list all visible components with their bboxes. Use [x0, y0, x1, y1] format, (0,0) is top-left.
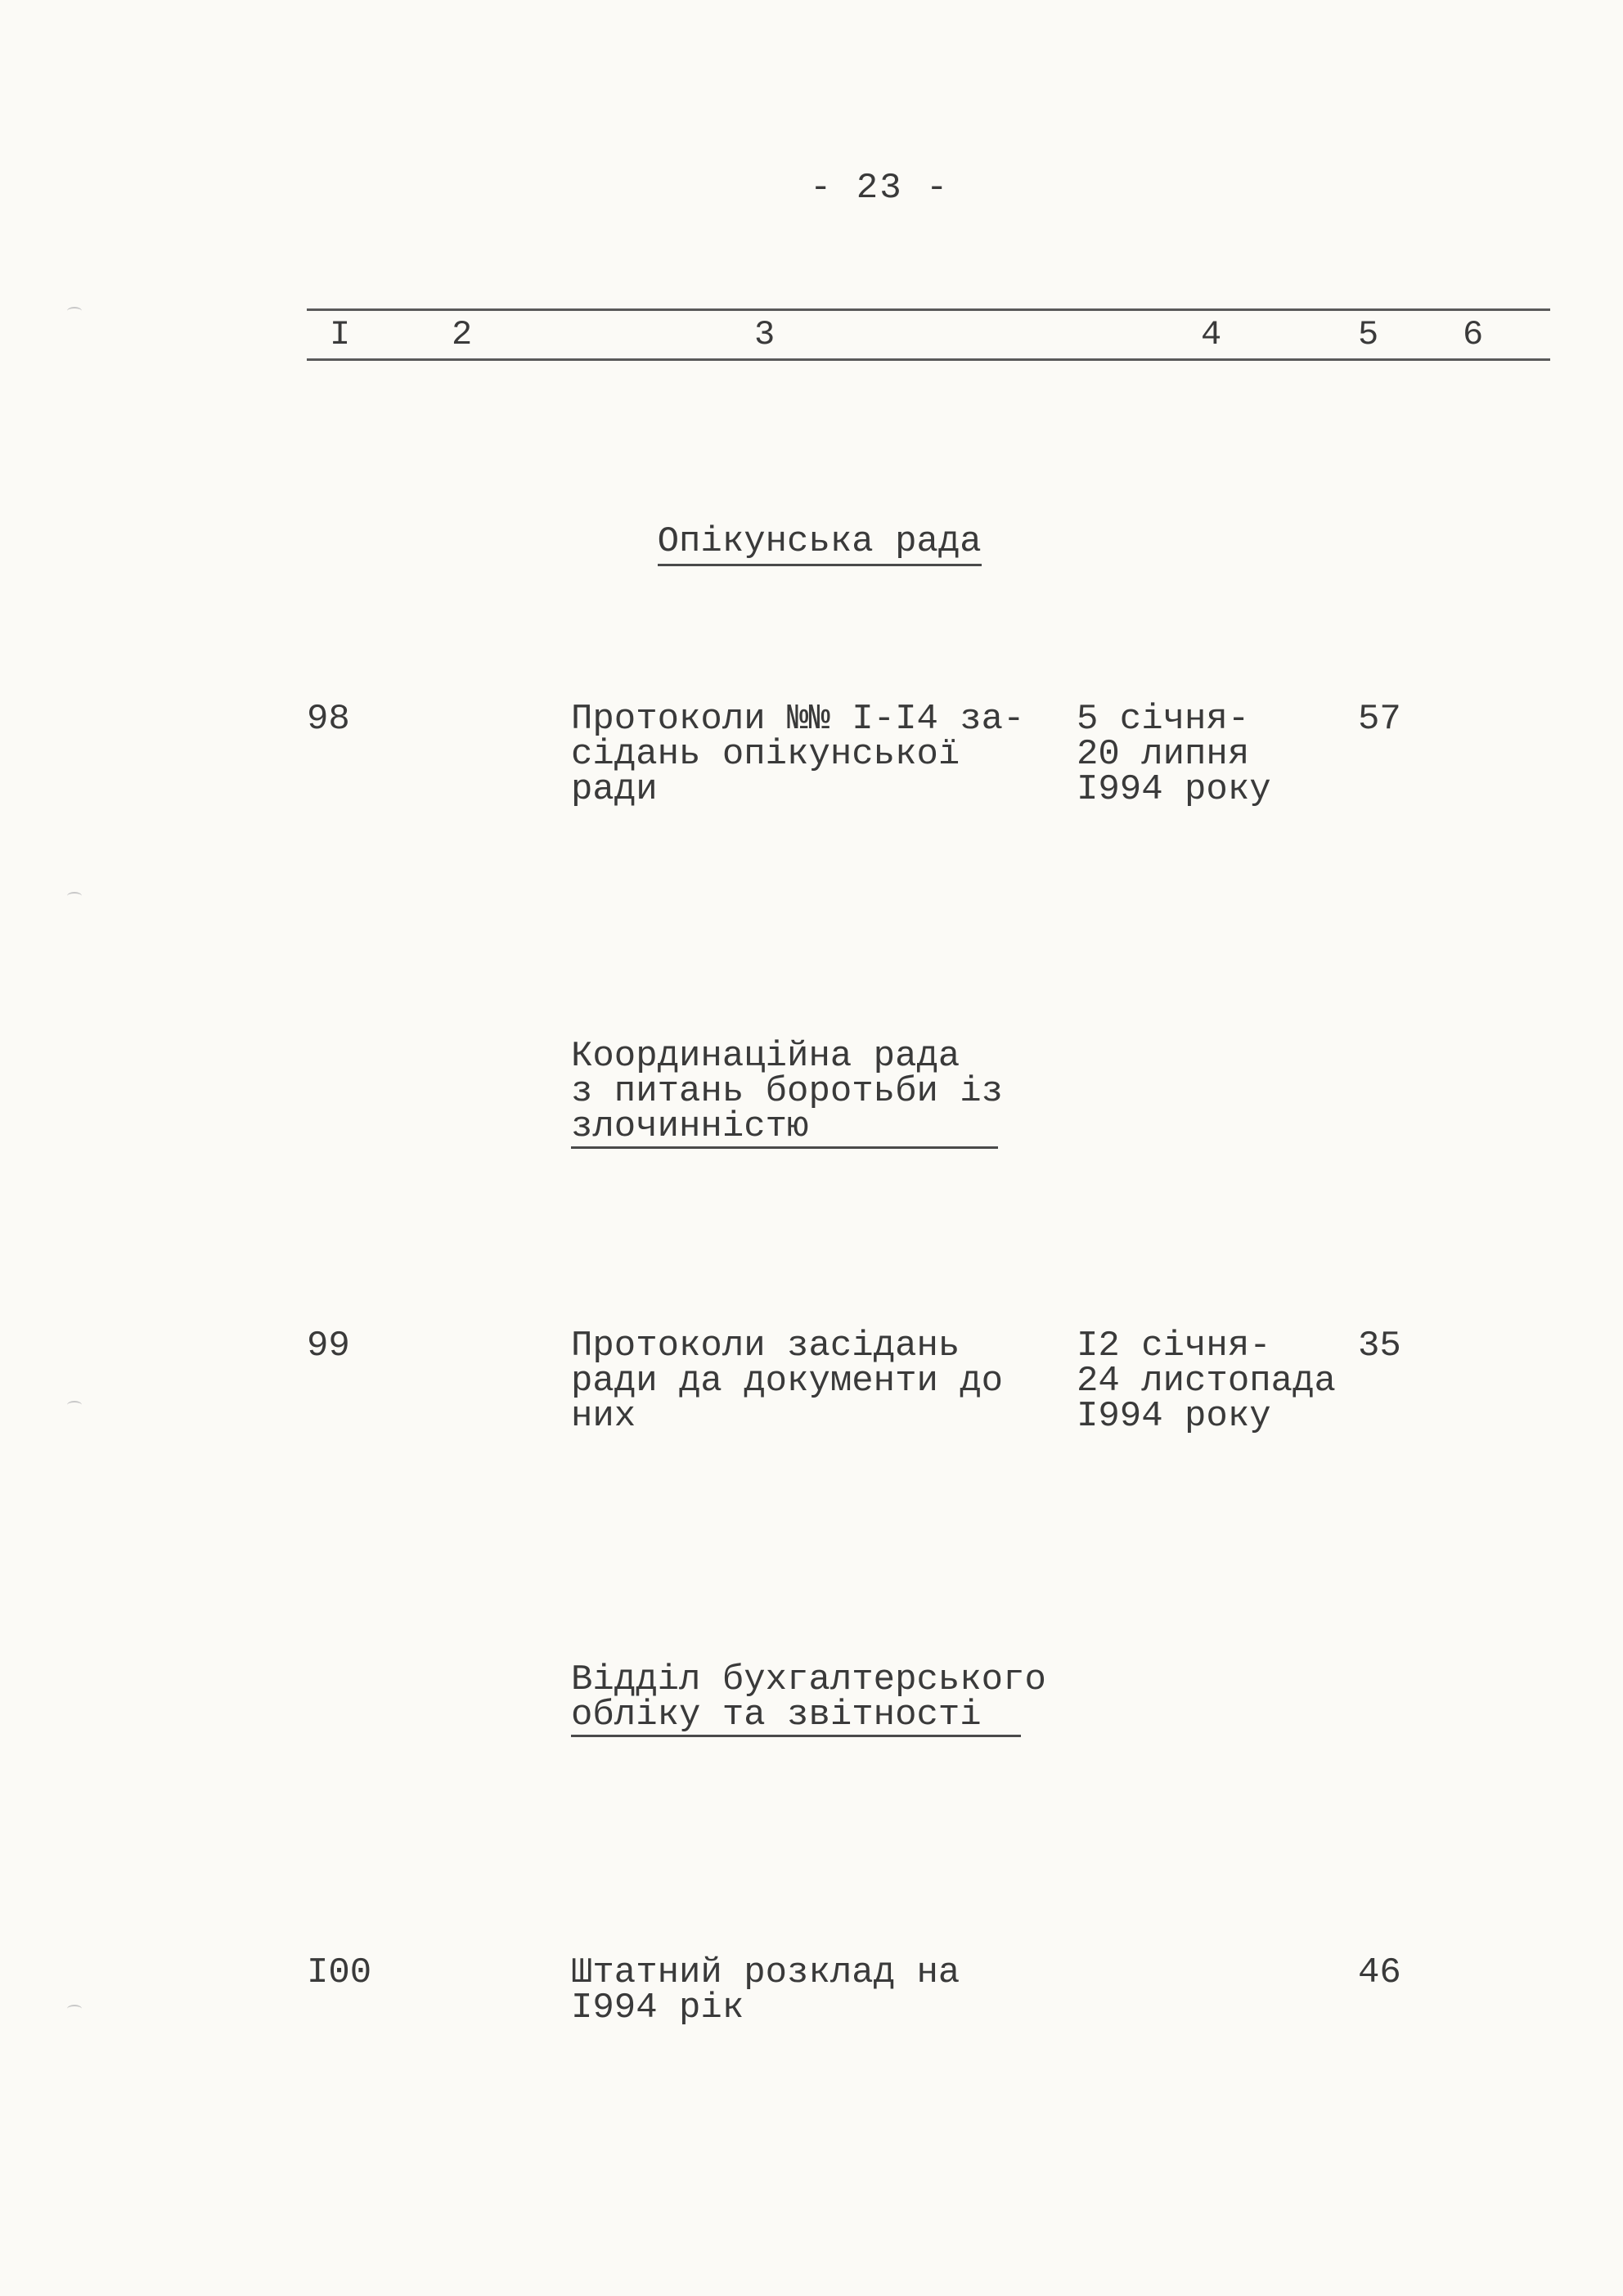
item-date-line: 5 січня- — [1077, 699, 1250, 740]
column-header-2: 2 — [452, 315, 473, 354]
item-date-line: I994 року — [1077, 769, 1271, 810]
item-title-line: I994 рік — [571, 1988, 744, 2028]
section-heading-underline — [571, 1735, 1021, 1737]
item-title-line: Штатний розклад на — [571, 1952, 960, 1993]
punch-hole-mark — [67, 1401, 82, 1409]
item-date-line: I994 року — [1077, 1396, 1271, 1437]
page-number: - 23 - — [810, 168, 950, 209]
item-sheet-count: 46 — [1358, 1952, 1401, 1993]
column-header-3: 3 — [754, 315, 776, 354]
item-sheet-count: 57 — [1358, 699, 1401, 740]
item-title-line: ради — [571, 769, 658, 810]
punch-hole-mark — [67, 892, 82, 900]
section-heading-line: Координаційна рада — [571, 1036, 960, 1077]
item-title-line: них — [571, 1396, 636, 1437]
section-heading-line: Відділ бухгалтерського — [571, 1659, 1046, 1700]
section-heading-line: Опікунська рада — [658, 521, 982, 566]
item-date-line: 24 листопада — [1077, 1361, 1336, 1402]
section-heading-line: обліку та звітності — [571, 1695, 982, 1736]
column-header-1: I — [330, 315, 351, 354]
item-title-line: Протоколи №№ I-I4 за- — [571, 699, 1025, 740]
column-header-6: 6 — [1463, 315, 1484, 354]
item-number: 99 — [307, 1326, 350, 1366]
table-header-top-rule — [307, 308, 1550, 311]
item-date-line: I2 січня- — [1077, 1326, 1271, 1366]
item-date-line: 20 липня — [1077, 734, 1250, 775]
item-title-line: Протоколи засідань — [571, 1326, 960, 1366]
item-sheet-count: 35 — [1358, 1326, 1401, 1366]
section-heading-line: з питань боротьби із — [571, 1071, 1004, 1112]
punch-hole-mark — [67, 2005, 82, 2013]
column-header-5: 5 — [1358, 315, 1379, 354]
column-header-4: 4 — [1201, 315, 1222, 354]
item-title-line: ради да документи до — [571, 1361, 1004, 1402]
section-heading-underline — [571, 1146, 998, 1149]
punch-hole-mark — [67, 307, 82, 315]
section-heading-line: злочинністю — [571, 1106, 809, 1147]
item-number: I00 — [307, 1952, 372, 1993]
item-title-line: сідань опікунської — [571, 734, 960, 775]
table-header-bottom-rule — [307, 358, 1550, 361]
item-number: 98 — [307, 699, 350, 740]
section-heading — [571, 489, 982, 595]
